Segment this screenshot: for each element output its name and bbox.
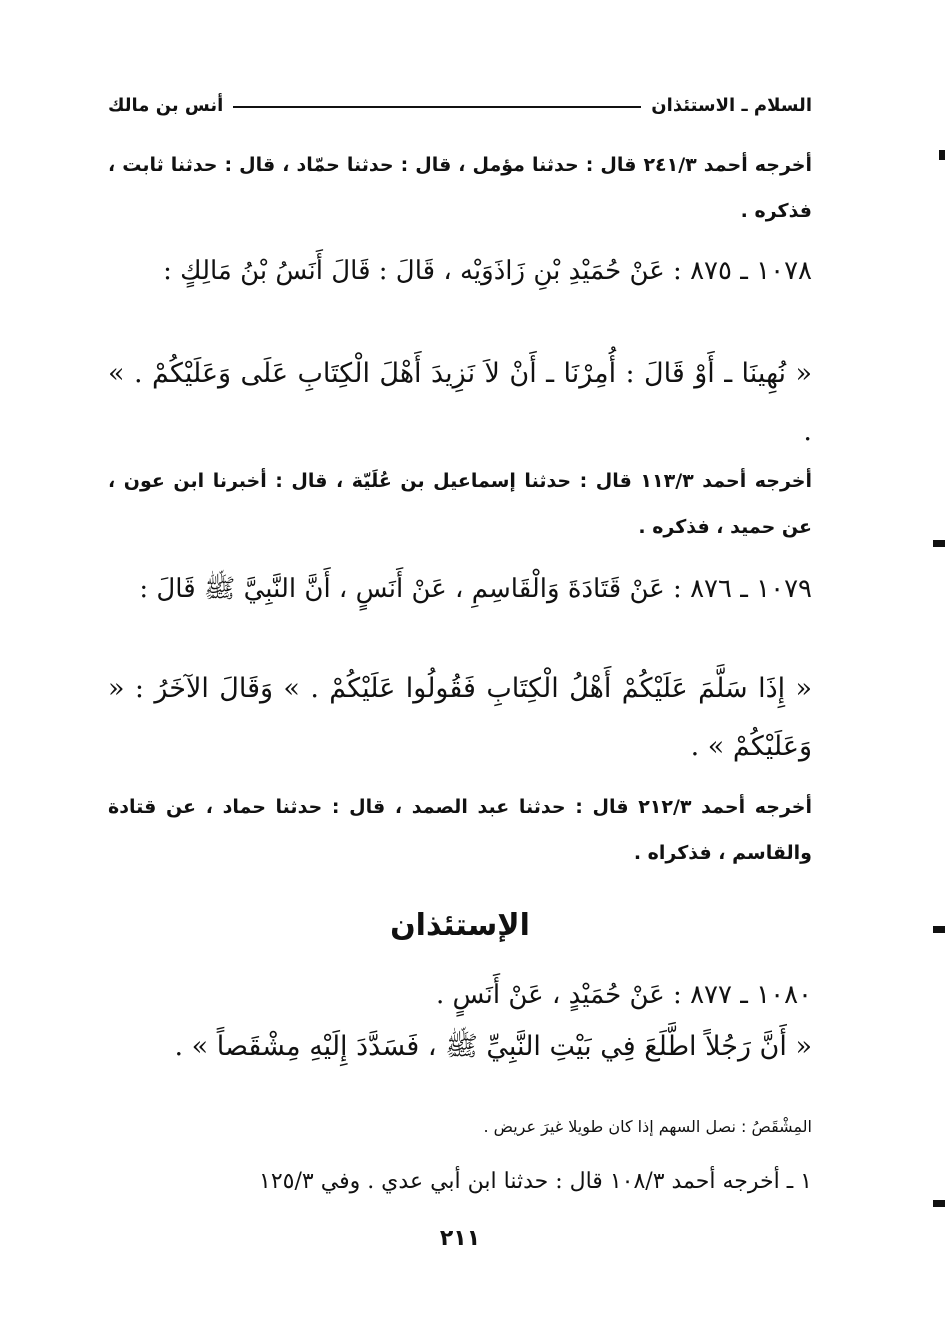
takhrij-note-1078: أخرجه أحمد ١١٣/٣ قال : حدثنا إسماعيل بن عُلَيّة ، قال : أخبرنا ابن عون ، عن حميد ، فذكره . <box>108 470 812 538</box>
hadith-1078-matn: « نُهِينَا ـ أَوْ قَالَ : أُمِرْنَا ـ أَنْ لاَ نَزِيدَ أَهْلَ الْكِتَابِ عَلَى وَعَلَيْكُمْ . » . <box>108 358 812 447</box>
header-narrator-title: أنس بن مالك <box>108 94 224 116</box>
hadith-1080-matn: « أَنَّ رَجُلاً اطَّلَعَ فِي بَيْتِ النَّبِيِّ ﷺ ، فَسَدَّدَ إِلَيْهِ مِشْقَصاً » . <box>174 1031 812 1062</box>
scan-edge-mark <box>933 540 945 547</box>
scan-edge-mark <box>939 150 945 160</box>
takhrij-note-1079: أخرجه أحمد ٢١٢/٣ قال : حدثنا عبد الصمد ، قال : حدثنا حماد ، عن قتادة والقاسم ، فذكراه . <box>108 796 812 864</box>
page-number: ٢١١ <box>439 1226 481 1251</box>
scan-edge-mark <box>933 926 945 933</box>
header-rule <box>233 106 641 108</box>
hadith-1078-isnad: ١٠٧٨ ـ ٨٧٥ : عَنْ حُمَيْدِ بْنِ زَاذَوَيْه ، قَالَ : قَالَ أَنَسُ بْنُ مَالِكٍ : <box>163 256 812 286</box>
scan-edge-mark <box>933 1200 945 1207</box>
hadith-1079-isnad: ١٠٧٩ ـ ٨٧٦ : عَنْ قَتَادَةَ وَالْقَاسِمِ ، عَنْ أَنَسٍ ، أَنَّ النَّبِيَّ ﷺ قَالَ : <box>139 574 812 604</box>
gloss-note: المِشْقَصُ : نصل السهم إذا كان طويلا غيرَ عريض . <box>483 1117 812 1136</box>
hadith-1080-isnad: ١٠٨٠ ـ ٨٧٧ : عَنْ حُمَيْدٍ ، عَنْ أَنَسٍ . <box>435 980 812 1010</box>
header-chapter-title: السلام ـ الاستئذان <box>651 94 812 116</box>
takhrij-note-previous: أخرجه أحمد ٢٤١/٣ قال : حدثنا مؤمل ، قال : حدثنا حمّاد ، قال : حدثنا ثابت ، فذكره . <box>108 154 812 222</box>
footnote: ١ ـ أخرجه أحمد ١٠٨/٣ قال : حدثنا ابن أبي عدي . وفي ١٢٥/٣ <box>259 1169 812 1194</box>
running-header <box>108 88 812 122</box>
hadith-1079-matn: « إِذَا سَلَّمَ عَلَيْكُمْ أَهْلُ الْكِتَابِ فَقُولُوا عَلَيْكُمْ . » وَقَالَ الآخَرُ : « وَعَلَيْكُمْ » . <box>108 673 812 762</box>
section-heading: الإستئذان <box>390 908 530 943</box>
